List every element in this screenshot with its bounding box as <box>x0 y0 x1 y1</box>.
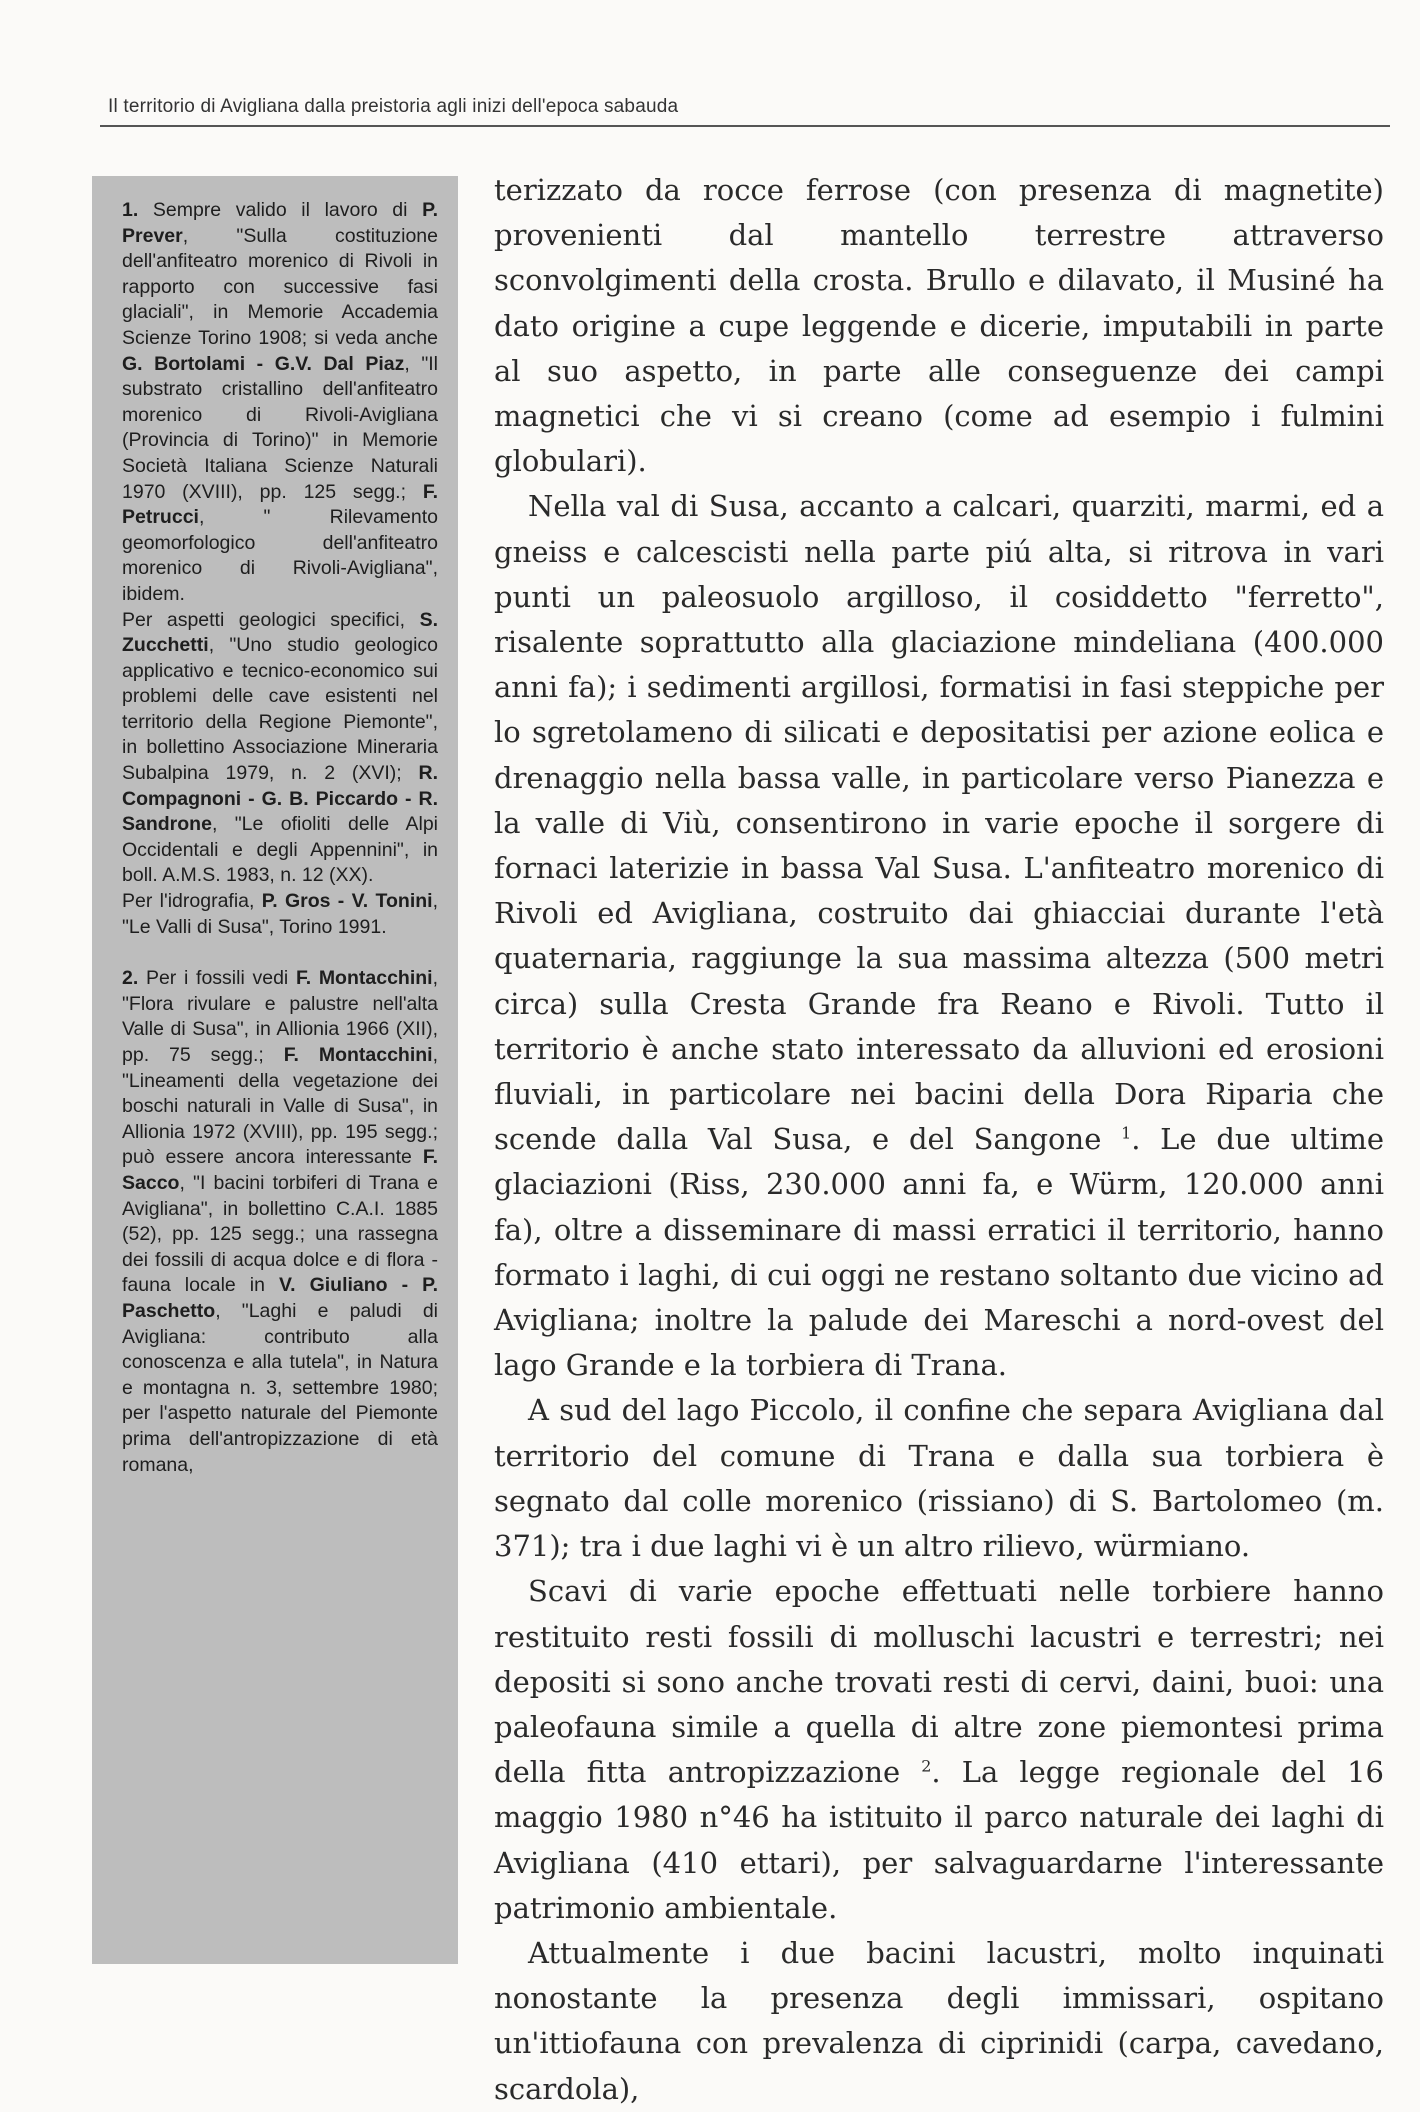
footnote-1 <box>122 198 438 940</box>
footnote-text: , "Flora rivulare e palustre nell'alta Valle di Susa", in Allionia 1966 (XII), pp. 75 segg.; <box>122 967 438 1066</box>
footnote-text: , "Le Valli di Susa", Torino 1991. <box>122 890 438 938</box>
running-header: Il territorio di Avigliana dalla preistoria agli inizi dell'epoca sabauda <box>108 96 679 117</box>
author-name: V. Giuliano - P. Paschetto <box>122 1274 438 1322</box>
footnote-text: Per aspetti geologici specifici, <box>122 608 420 631</box>
paragraph-text: . Le due ultime glaciazioni (Riss, 230.000 anni fa, e Würm, 120.000 anni fa), oltre a disseminare di massi erratici il territorio, hanno formato i laghi, di cui oggi ne restano soltanto due vicino ad Avigliana; inoltre la palude dei Mareschi a nord-ovest del lago Grande e la torbiera di Trana. <box>494 1122 1384 1383</box>
paragraph-1: terizzato da rocce ferrose (con presenza di magnetite) provenienti dal mantello terrestre attraverso sconvolgimenti della crosta. Brullo e dilavato, il Musiné ha dato origine a cupe leggende e dicerie, imputabili in parte al suo aspetto, in parte alle conseguenze dei campi magnetici che vi si creano (come ad esempio i fulmini globulari). <box>494 173 1384 479</box>
footnote-ref-1[interactable]: 1 <box>1121 1123 1132 1143</box>
author-name: F. Sacco <box>122 1146 438 1194</box>
paragraph-2 <box>494 484 1384 1388</box>
author-name: F. Montacchini <box>283 1044 433 1066</box>
footnote-text: , "Le ofioliti delle Alpi Occidentali e degli Appennini", in boll. A.M.S. 1983, n. 12 (XX). <box>122 813 438 887</box>
footnote-text: , "Laghi e paludi di Avigliana: contributo alla conoscenza e alla tutela", in Natura e montagna n. 3, settembre 1980; per l'aspetto naturale del Piemonte prima dell'antropizzazione di età romana, <box>122 1299 438 1476</box>
footnote-text: , "Il substrato cristallino dell'anfiteatro morenico di Rivoli-Avigliana (Provincia di Torino)" in Memorie Società Italiana Scienze Naturali 1970 (XVIII), pp. 125 segg.; <box>122 352 438 503</box>
author-name: F. Montacchini <box>295 967 433 990</box>
author-name: P. Gros - V. Tonini <box>261 890 433 913</box>
footnote-ref-2[interactable]: 2 <box>921 1756 932 1776</box>
footnotes-sidebar <box>92 176 458 1964</box>
paragraph-4 <box>494 1569 1384 1931</box>
footnote-text: , "Uno studio geologico applicativo e tecnico-economico sui problemi delle cave esistenti nel territorio della Regione Piemonte", in bollettino Associazione Mineraria Subalpina 1979, n. 2 (XVI); <box>122 634 438 785</box>
footnote-text: , "Lineamenti della vegetazione dei boschi naturali in Valle di Susa", in Allionia 1972 (XVIII), pp. 195 segg.; può essere ancora interessante <box>122 1044 438 1169</box>
footnote-text: Per i fossili vedi <box>138 967 296 990</box>
author-name: P. Prever <box>122 199 438 247</box>
footnote-text: Per l'idrografia, <box>122 890 262 913</box>
author-name: G. Bortolami - G.V. Dal Piaz <box>122 352 405 375</box>
footnote-text: , "I bacini torbiferi di Trana e Avigliana", in bollettino C.A.I. 1885 (52), pp. 125 segg.; una rassegna dei fossili di acqua dolce e di flora - fauna locale in <box>122 1171 438 1297</box>
footnote-number: 1. <box>122 199 139 221</box>
author-name: F. Petrucci <box>122 480 438 529</box>
paragraph-3: A sud del lago Piccolo, il confine che separa Avigliana dal territorio del comune di Trana e dalla sua torbiera è segnato dal colle morenico (rissiano) di S. Bartolomeo (m. 371); tra i due laghi vi è un altro rilievo, würmiano. <box>494 1393 1384 1564</box>
paragraph-text: . La legge regionale del 16 maggio 1980 n°46 ha istituito il parco naturale dei laghi di Avigliana (410 ettari), per salvaguardarne l'interessante patrimonio ambientale. <box>494 1755 1384 1925</box>
header-rule <box>100 125 1390 127</box>
paragraph-text: Nella val di Susa, accanto a calcari, quarziti, marmi, ed a gneiss e calcescisti nella parte piú alta, si ritrova in vari punti un paleosuolo argilloso, il cosiddetto "ferretto", risalente soprattutto alla glaciazione mindeliana (400.000 anni fa); i sedimenti argillosi, formatisi in fasi steppiche per lo sgretolameno di silicati e depositatisi per azione eolica e drenaggio nella bassa valle, in particolare verso Pianezza e la valle di Viù, consentirono in varie epoche il sorgere di fornaci laterizie in bassa Val Susa. L'anfiteatro morenico di Rivoli ed Avigliana, costruito dai ghiacciai durante l'età quaternaria, raggiunge la sua massima altezza (500 metri circa) sulla Cresta Grande fra Reano e Rivoli. Tutto il territorio è anche stato interessato da alluvioni ed erosioni fluviali, in particolare nei bacini della Dora Riparia che scende dalla Val Susa, e del Sangone <box>494 489 1384 1157</box>
paragraph-text: Scavi di varie epoche effettuati nelle torbiere hanno restituito resti fossili di molluschi lacustri e terrestri; nei depositi si sono anche trovati resti di cervi, daini, buoi: una paleofauna simile a quella di altre zone piemontesi prima della fitta antropizzazione <box>494 1574 1384 1790</box>
footnote-text: Sempre valido il lavoro di <box>138 199 423 221</box>
main-body-text <box>494 168 1384 2112</box>
footnote-number: 2. <box>122 967 139 990</box>
author-name: S. Zucchetti <box>122 608 438 657</box>
footnote-text: , " Rilevamento geomorfologico dell'anfiteatro morenico di Rivoli-Avigliana", ibidem. <box>122 506 438 605</box>
footnote-2 <box>122 966 438 1478</box>
paragraph-5: Attualmente i due bacini lacustri, molto inquinati nonostante la presenza degli immissari, ospitano un'ittiofauna con prevalenza di ciprinidi (carpa, cavedano, scardola), <box>494 1935 1384 2106</box>
author-name: R. Compagnoni - G. B. Piccardo - R. Sandrone <box>122 762 438 836</box>
footnote-text: , "Sulla costituzione dell'anfiteatro morenico di Rivoli in rapporto con successive fasi glaciali", in Memorie Accademia Scienze Torino 1908; si veda anche <box>122 224 438 349</box>
